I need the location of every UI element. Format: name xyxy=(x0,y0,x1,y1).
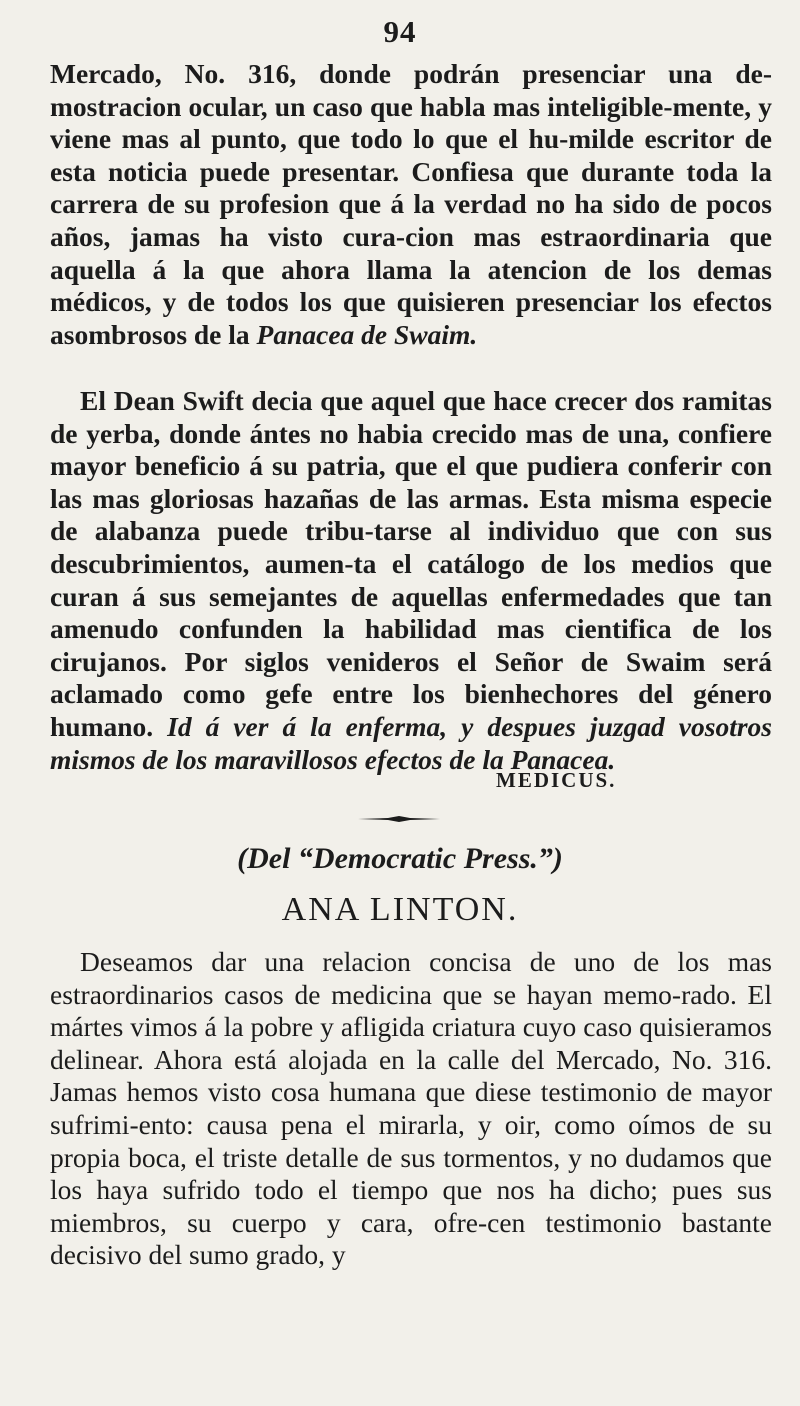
paragraph-2-text: El Dean Swift decia que aquel que hace crecer dos ramitas de yerba, donde ántes no habia crecido mas de una, confiere mayor beneficio á su patria, que el que pudiera conferir con las mas gloriosas hazañas de las armas. Esta misma especie de alabanza puede tribu-tarse al individuo que con sus descubrimientos, aumen-ta el catálogo de los medios que curan á sus semejantes de aquellas enfermedades que tan amenudo confunden la habilidad mas cientifica de los cirujanos. Por siglos venideros el Señor de Swaim será aclamado como gefe entre los bienhechores del género humano. xyxy=(50,385,772,742)
article-medicus-cont xyxy=(50,385,772,776)
paragraph-2 xyxy=(50,385,772,776)
paragraph-1 xyxy=(50,58,772,351)
paragraph-3: Deseamos dar una relacion concisa de uno de los mas estraordinarios casos de medicina que se hayan memo-rado. El mártes vimos á la pobre y afligida criatura cuyo caso quisieramos delinear. Ahora está alojada en la calle del Mercado, No. 316. Jamas hemos visto cosa humana que diese testimonio de mayor sufrimi-ento: causa pena el mirarla, y oir, como oímos de su propia boca, el triste detalle de sus tormentos, y no dudamos que los haya sufrido todo el tiempo que nos ha dicho; pues sus miembros, su cuerpo y cara, ofre-cen testimonio bastante decisivo del sumo grado, y xyxy=(50,946,772,1271)
article-medicus xyxy=(50,58,772,351)
article-ana-linton xyxy=(50,946,772,1272)
source-line: (Del “Democratic Press.”) xyxy=(237,842,563,875)
paragraph-2-italic: Id á ver á la enferma, y despues juzgad vosotros mismos de los maravillosos efectos de la Panacea. xyxy=(50,710,772,775)
section-divider xyxy=(358,816,440,822)
paragraph-1-italic: Panacea de Swaim. xyxy=(256,318,478,350)
signature-medicus: MEDICUS. xyxy=(496,768,617,792)
paragraph-1-text: Mercado, No. 316, donde podrán presenciar una de-mostracion ocular, un caso que habla mas inteligible-mente, y viene mas al punto, que todo lo que el hu-milde escritor de esta noticia puede presentar. Confiesa que durante toda la carrera de su profesion que á la verdad no ha sido de pocos años, jamas ha visto cura-cion mas estraordinaria que aquella á la que ahora llama la atencion de los demas médicos, y de todos los que quisieren presenciar los efectos asombrosos de la xyxy=(50,58,772,350)
page-number: 94 xyxy=(383,14,417,49)
headline: ANA LINTON. xyxy=(281,891,519,928)
